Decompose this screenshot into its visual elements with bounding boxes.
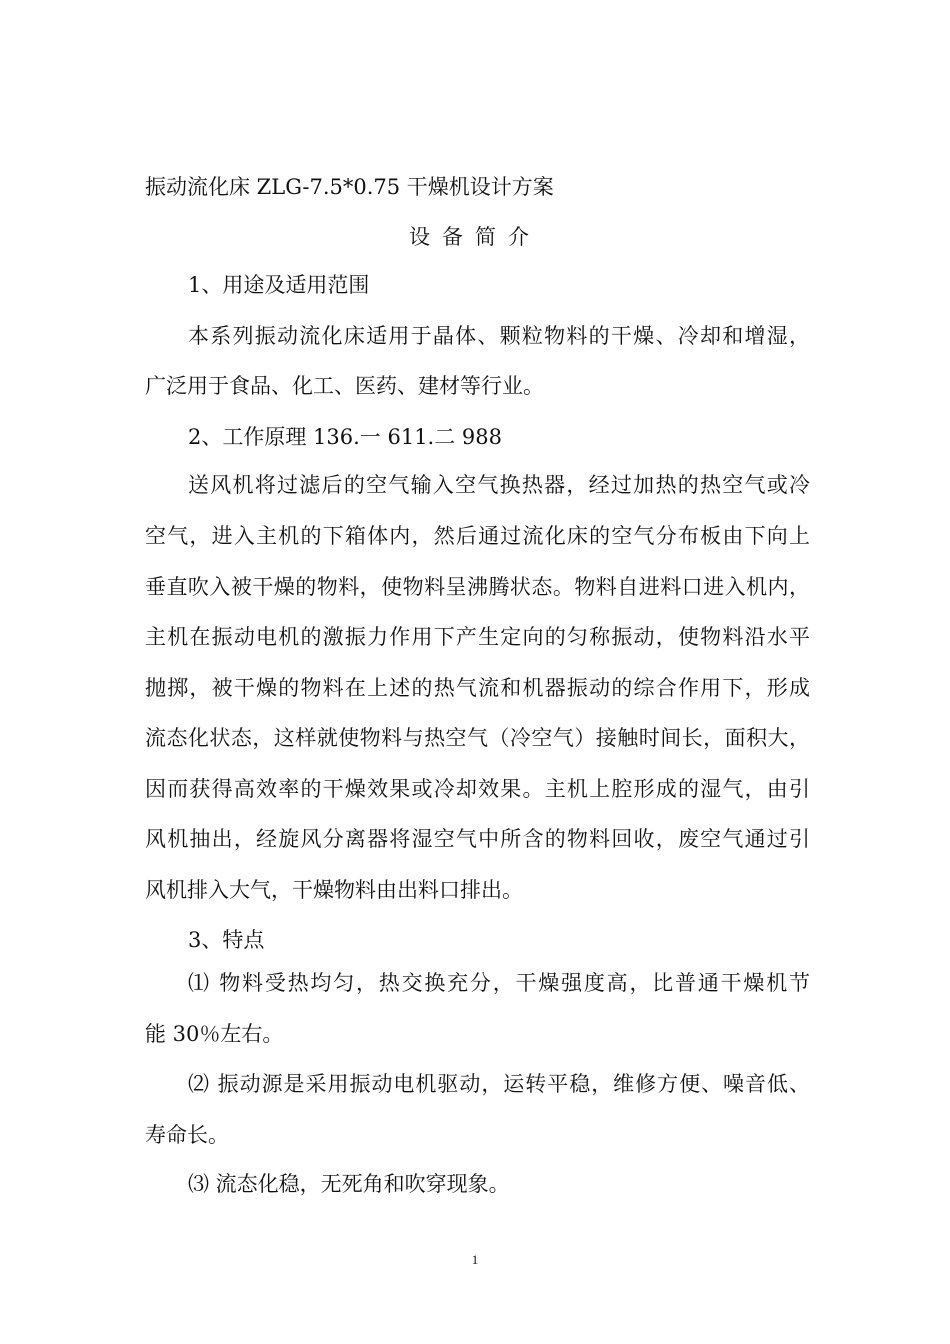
section-3-heading: 3、特点 — [188, 928, 265, 952]
section-2-line-6: 流态化状态，这样就使物料与热空气（冷空气）接触时间长，面积大， — [145, 726, 810, 750]
section-2-heading: 2、工作原理 136.一 611.二 988 — [188, 425, 502, 449]
feature-item-2-line-1: ⑵ 振动源是采用振动电机驱动，运转平稳，维修方便、噪音低、 — [188, 1072, 810, 1096]
page-number: 1 — [471, 1252, 479, 1267]
section-1-heading: 1、用途及适用范围 — [188, 273, 370, 297]
document-title: 振动流化床 ZLG-7.5*0.75 干燥机设计方案 — [145, 175, 554, 199]
section-1-line-2: 广泛用于食品、化工、医药、建材等行业。 — [145, 374, 544, 398]
section-2-line-9: 风机排入大气，干燥物料由出料口排出。 — [145, 878, 523, 902]
section-heading-equipment-intro: 设备简介 — [409, 225, 541, 249]
feature-item-3-line-1: ⑶ 流态化稳，无死角和吹穿现象。 — [188, 1172, 510, 1196]
section-2-line-7: 因而获得高效率的干燥效果或冷却效果。主机上腔形成的湿气，由引 — [145, 777, 810, 801]
section-2-line-8: 风机抽出，经旋风分离器将湿空气中所含的物料回收，废空气通过引 — [145, 827, 810, 851]
feature-item-2-line-2: 寿命长。 — [145, 1123, 229, 1147]
section-2-line-3: 垂直吹入被干燥的物料，使物料呈沸腾状态。物料自进料口进入机内， — [145, 575, 810, 599]
feature-item-1-line-1: ⑴ 物料受热均匀，热交换充分，干燥强度高，比普通干燥机节 — [188, 971, 810, 995]
section-2-line-2: 空气，进入主机的下箱体内，然后通过流化床的空气分布板由下向上 — [145, 524, 810, 548]
section-2-line-1: 送风机将过滤后的空气输入空气换热器，经过加热的热空气或冷 — [188, 473, 810, 497]
section-2-line-4: 主机在振动电机的激振力作用下产生定向的匀称振动，使物料沿水平 — [145, 625, 810, 649]
section-2-line-5: 抛掷，被干燥的物料在上述的热气流和机器振动的综合作用下，形成 — [145, 676, 810, 700]
feature-item-1-line-2: 能 30％左右。 — [145, 1022, 284, 1046]
section-1-line-1: 本系列振动流化床适用于晶体、颗粒物料的干燥、冷却和增湿， — [188, 324, 810, 348]
